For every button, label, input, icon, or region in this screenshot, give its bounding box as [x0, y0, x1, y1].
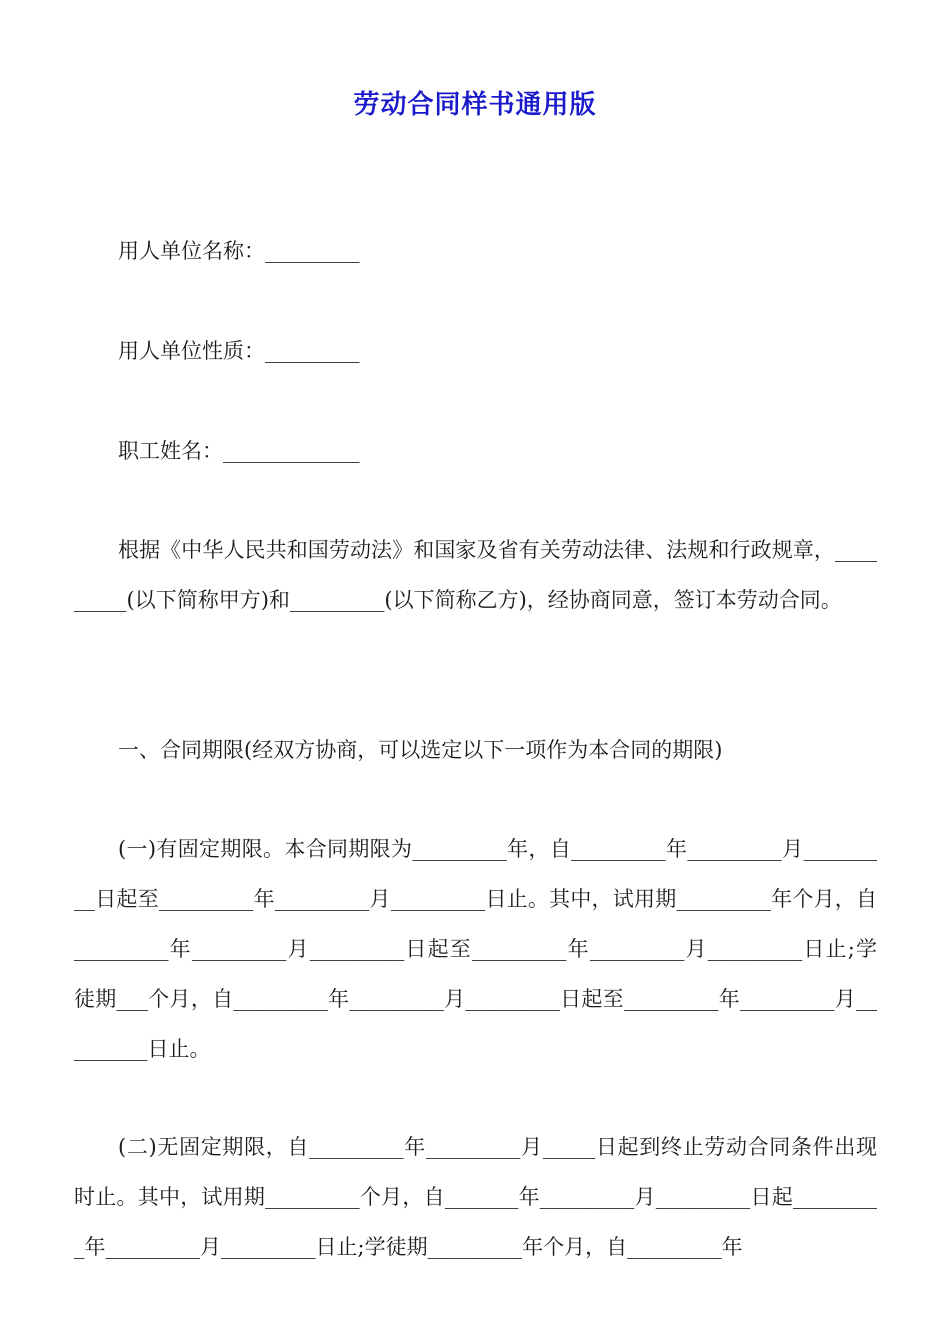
employer-nature-field: 用人单位性质：_________ [118, 339, 360, 363]
fixed-term-clause: (一)有固定期限。本合同期限为_________年，自_________年_________月_________日起至_________年_________月_________日止。其中，试用期_________年个月，自_________年_________月_________日起至_________年_________月_________日止;学徒期___个月，自_________年_________月_________日起至_________年_________月_________日止。 [74, 837, 877, 1061]
document-title: 劳动合同样书通用版 [353, 90, 597, 120]
employee-name-field: 职工姓名：_____________ [118, 439, 360, 463]
section-1-heading: 一、合同期限(经双方协商，可以选定以下一项作为本合同的期限) [118, 738, 723, 762]
employer-name-field: 用人单位名称：_________ [118, 239, 360, 263]
intro-paragraph: 根据《中华人民共和国劳动法》和国家及省有关劳动法律、法规和行政规章，_________(以下简称甲方)和_________(以下简称乙方)，经协商同意，签订本劳动合同。 [74, 538, 877, 612]
open-ended-clause: (二)无固定期限，自_________年_________月_____日起到终止劳动合同条件出现时止。其中，试用期_________个月，自_______年_________月_________日起_________年_________月_________日止;学徒期_________年个月，自_________年 [74, 1135, 877, 1259]
